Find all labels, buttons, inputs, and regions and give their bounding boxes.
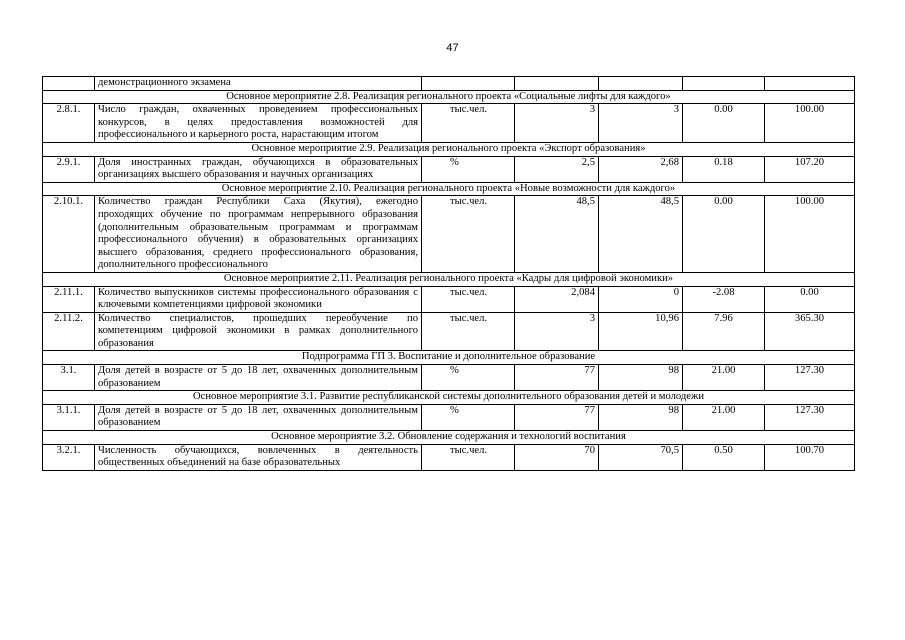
- actual-value: 10,96: [599, 312, 683, 351]
- indicator-number: 3.2.1.: [43, 444, 95, 470]
- table-row: [43, 196, 855, 273]
- deviation-value: -2.08: [683, 286, 765, 312]
- page-number: 47: [446, 42, 459, 54]
- actual-value: 3: [599, 104, 683, 143]
- actual-value: 0: [599, 286, 683, 312]
- section-header-row: [43, 142, 855, 156]
- indicator-name: Количество специалистов, прошедших переобучение по компетенциям цифровой экономики в рамках дополнительного образования: [95, 312, 422, 351]
- planned-value: 77: [515, 365, 599, 391]
- completion-percent: 365.30: [765, 312, 855, 351]
- section-header-row: [43, 90, 855, 104]
- unit-of-measure: тыс.чел.: [422, 312, 515, 351]
- planned-value: 70: [515, 444, 599, 470]
- section-title: Подпрограмма ГП 3. Воспитание и дополнительное образование: [43, 351, 855, 365]
- planned-value: 3: [515, 312, 599, 351]
- table-row: [43, 312, 855, 351]
- actual-value: 70,5: [599, 444, 683, 470]
- unit-of-measure: тыс.чел.: [422, 104, 515, 143]
- unit-of-measure: [422, 77, 515, 91]
- planned-value: 3: [515, 104, 599, 143]
- indicator-number: 3.1.: [43, 365, 95, 391]
- section-title: Основное мероприятие 3.1. Развитие республиканской системы дополнительного образования детей и молодежи: [43, 391, 855, 405]
- deviation-value: 0.50: [683, 444, 765, 470]
- section-title: Основное мероприятие 2.8. Реализация регионального проекта «Социальные лифты для каждого»: [43, 90, 855, 104]
- section-header-row: [43, 431, 855, 445]
- section-title: Основное мероприятие 2.11. Реализация регионального проекта «Кадры для цифровой экономики»: [43, 272, 855, 286]
- indicator-name: Численность обучающихся, вовлеченных в деятельность общественных объединений на базе образовательных: [95, 444, 422, 470]
- planned-value: [515, 77, 599, 91]
- unit-of-measure: %: [422, 404, 515, 430]
- unit-of-measure: тыс.чел.: [422, 286, 515, 312]
- unit-of-measure: %: [422, 365, 515, 391]
- unit-of-measure: %: [422, 156, 515, 182]
- section-title: Основное мероприятие 2.9. Реализация регионального проекта «Экспорт образования»: [43, 142, 855, 156]
- completion-percent: [765, 77, 855, 91]
- planned-value: 2,5: [515, 156, 599, 182]
- unit-of-measure: тыс.чел.: [422, 196, 515, 273]
- indicator-name: Доля детей в возрасте от 5 до 18 лет, охваченных дополнительным образованием: [95, 404, 422, 430]
- deviation-value: 21.00: [683, 365, 765, 391]
- table-row: [43, 404, 855, 430]
- indicator-name: Количество выпускников системы профессионального образования с ключевыми компетенциями цифровой экономики: [95, 286, 422, 312]
- completion-percent: 100.00: [765, 104, 855, 143]
- indicator-name: Доля детей в возрасте от 5 до 18 лет, охваченных дополнительным образованием: [95, 365, 422, 391]
- indicator-number: 2.11.1.: [43, 286, 95, 312]
- planned-value: 2,084: [515, 286, 599, 312]
- section-header-row: [43, 351, 855, 365]
- table-row: [43, 444, 855, 470]
- deviation-value: 0.00: [683, 104, 765, 143]
- planned-value: 48,5: [515, 196, 599, 273]
- actual-value: 48,5: [599, 196, 683, 273]
- indicator-number: [43, 77, 95, 91]
- deviation-value: 21.00: [683, 404, 765, 430]
- completion-percent: 127.30: [765, 404, 855, 430]
- section-header-row: [43, 391, 855, 405]
- table-row: [43, 104, 855, 143]
- actual-value: 2,68: [599, 156, 683, 182]
- table-row: [43, 77, 855, 91]
- actual-value: [599, 77, 683, 91]
- table-row: [43, 156, 855, 182]
- deviation-value: 0.00: [683, 196, 765, 273]
- indicator-number: 2.9.1.: [43, 156, 95, 182]
- table-row: [43, 286, 855, 312]
- completion-percent: 0.00: [765, 286, 855, 312]
- unit-of-measure: тыс.чел.: [422, 444, 515, 470]
- deviation-value: 0.18: [683, 156, 765, 182]
- section-title: Основное мероприятие 2.10. Реализация регионального проекта «Новые возможности для каждого»: [43, 182, 855, 196]
- table-row: [43, 365, 855, 391]
- indicator-number: 2.11.2.: [43, 312, 95, 351]
- indicator-name: Число граждан, охваченных проведением профессиональных конкурсов, в целях предоставления возможностей для профессионального и карьерного роста, нарастающим итогом: [95, 104, 422, 143]
- indicator-number: 2.8.1.: [43, 104, 95, 143]
- completion-percent: 100.00: [765, 196, 855, 273]
- completion-percent: 107.20: [765, 156, 855, 182]
- section-title: Основное мероприятие 3.2. Обновление содержания и технологий воспитания: [43, 431, 855, 445]
- completion-percent: 127.30: [765, 365, 855, 391]
- indicator-number: 2.10.1.: [43, 196, 95, 273]
- indicator-name: Количество граждан Республики Саха (Якутия), ежегодно проходящих обучение по программам непрерывного образования (дополнительным образовательным программам и программам профессионального обучения) в образовательных организациях высшего образования, среднего профессионального образования, дополнительного профессионального: [95, 196, 422, 273]
- indicator-name: демонстрационного экзамена: [95, 77, 422, 91]
- section-header-row: [43, 272, 855, 286]
- deviation-value: 7.96: [683, 312, 765, 351]
- planned-value: 77: [515, 404, 599, 430]
- actual-value: 98: [599, 404, 683, 430]
- completion-percent: 100.70: [765, 444, 855, 470]
- actual-value: 98: [599, 365, 683, 391]
- indicator-number: 3.1.1.: [43, 404, 95, 430]
- deviation-value: [683, 77, 765, 91]
- indicators-table-body: [43, 77, 855, 471]
- section-header-row: [43, 182, 855, 196]
- indicators-table: [42, 76, 855, 471]
- indicator-name: Доля иностранных граждан, обучающихся в образовательных организациях высшего образования и научных организациях: [95, 156, 422, 182]
